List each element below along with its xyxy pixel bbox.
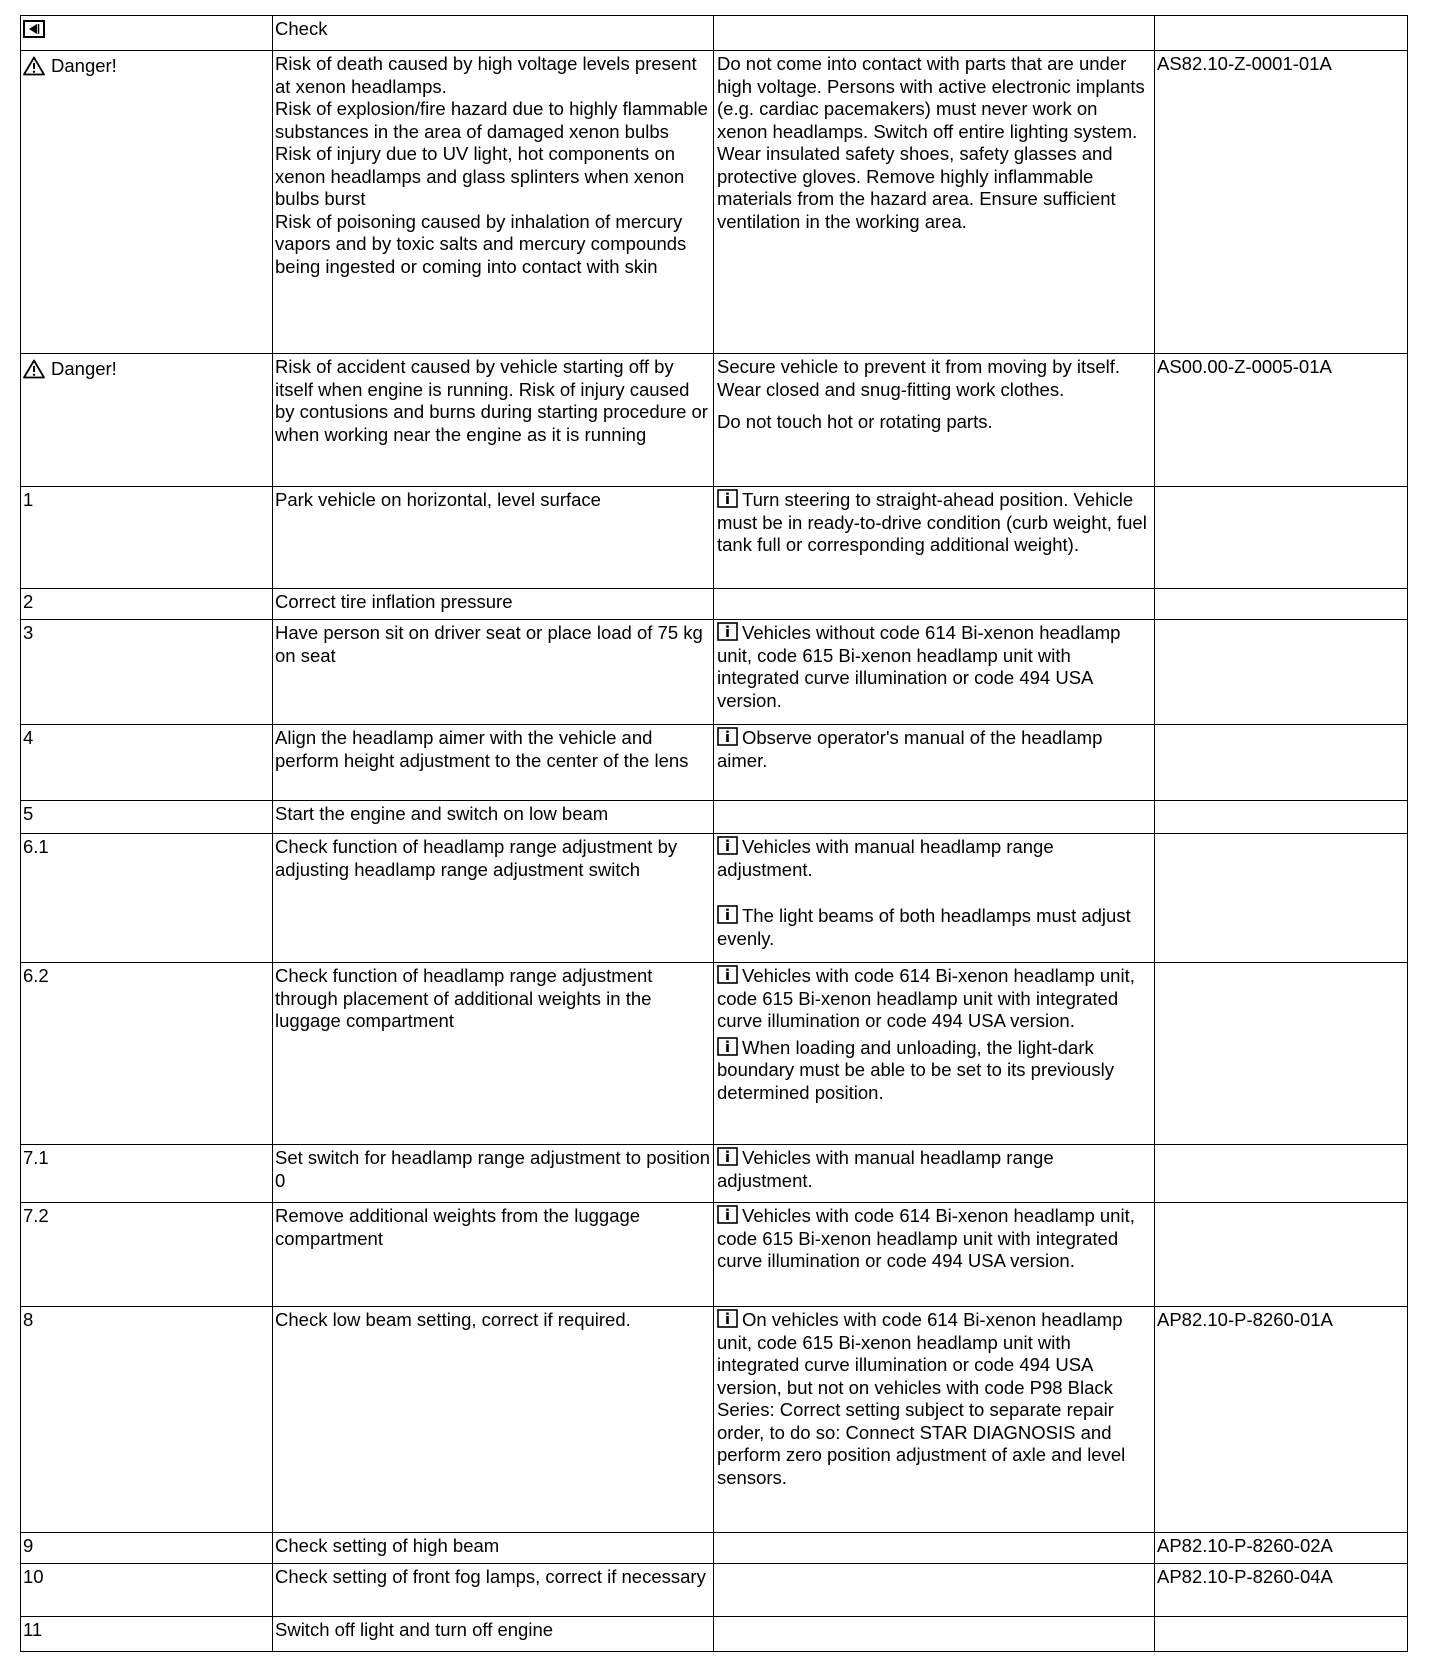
step-text: Remove additional weights from the luggage compartment [273, 1203, 714, 1307]
step-number: 10 [21, 1564, 273, 1617]
step-number: 1 [21, 487, 273, 589]
info-icon [717, 622, 738, 641]
step-number: 8 [21, 1307, 273, 1533]
note-text: Vehicles with manual headlamp range adjustment. [717, 836, 1054, 880]
step-row [21, 1203, 1408, 1307]
header-row [21, 16, 1408, 51]
step-row [21, 487, 1408, 589]
step-text: Check setting of front fog lamps, correct if necessary [273, 1564, 714, 1617]
info-icon [717, 905, 738, 924]
hazard-text: Risk of poisoning caused by inhalation of mercury vapors and by toxic salts and mercury compounds being ingested or coming into contact with skin [275, 210, 687, 277]
step-row [21, 620, 1408, 725]
step-row [21, 1145, 1408, 1203]
step-row [21, 1564, 1408, 1617]
step-text: Start the engine and switch on low beam [273, 801, 714, 834]
step-row [21, 1617, 1408, 1652]
reference-link[interactable]: AS00.00-Z-0005-01A [1155, 354, 1408, 487]
info-icon [717, 489, 738, 508]
step-row [21, 1307, 1408, 1533]
note-text: Vehicles with manual headlamp range adjustment. [717, 1147, 1054, 1191]
step-row [21, 1533, 1408, 1564]
step-number: 7.1 [21, 1145, 273, 1203]
reference-link[interactable]: AP82.10-P-8260-01A [1155, 1307, 1408, 1533]
info-icon [717, 727, 738, 746]
reference-link[interactable]: AP82.10-P-8260-02A [1155, 1533, 1408, 1564]
back-arrow-icon[interactable] [23, 20, 45, 38]
note-text: Vehicles without code 614 Bi-xenon headlamp unit, code 615 Bi-xenon headlamp unit with integrated curve illumination or code 494 USA version. [717, 622, 1121, 711]
header-icon-cell [21, 16, 273, 51]
step-number: 4 [21, 725, 273, 801]
warning-triangle-icon [23, 359, 45, 379]
note-text: Vehicles with code 614 Bi-xenon headlamp unit, code 615 Bi-xenon headlamp unit with integrated curve illumination or code 494 USA version. [717, 1205, 1135, 1271]
hazard-text: Risk of accident caused by vehicle starting off by itself when engine is running. Risk of injury caused by contusions and burns during starting procedure or when working near the engine as it is running [275, 356, 708, 445]
note-text: Observe operator's manual of the headlamp aimer. [717, 727, 1103, 771]
info-icon [717, 1037, 738, 1056]
info-icon [717, 1309, 738, 1328]
step-number: 2 [21, 589, 273, 620]
safety-measure-text: Do not touch hot or rotating parts. [717, 411, 993, 432]
danger-label: Danger! [51, 55, 117, 76]
step-number: 6.1 [21, 834, 273, 963]
step-number: 11 [21, 1617, 273, 1652]
step-text: Switch off light and turn off engine [273, 1617, 714, 1652]
note-text: Vehicles with code 614 Bi-xenon headlamp unit, code 615 Bi-xenon headlamp unit with integrated curve illumination or code 494 USA version. [717, 965, 1135, 1031]
danger-row [21, 51, 1408, 354]
hazard-text: Risk of explosion/fire hazard due to highly flammable substances in the area of damaged xenon bulbs [275, 98, 708, 142]
step-text: Have person sit on driver seat or place load of 75 kg on seat [273, 620, 714, 725]
hazard-text: Risk of injury due to UV light, hot components on xenon headlamps and glass splinters when xenon bulbs burst [275, 143, 685, 209]
reference-link[interactable]: AS82.10-Z-0001-01A [1155, 51, 1408, 354]
step-text: Check low beam setting, correct if required. [273, 1307, 714, 1533]
reference-cell [1155, 487, 1408, 589]
note-text: On vehicles with code 614 Bi-xenon headlamp unit, code 615 Bi-xenon headlamp unit with integrated curve illumination or code 494 USA version, but not on vehicles with code P98 Black Series: Correct setting subject to separate repair order, to do so: Connect STAR DIAGNOSIS and perform zero position adjustment of axle and level sensors. [717, 1309, 1126, 1488]
info-icon [717, 965, 738, 984]
step-text: Check setting of high beam [273, 1533, 714, 1564]
safety-measure-text: Do not come into contact with parts that are under high voltage. Persons with active electronic implants (e.g. cardiac pacemakers) must never work on xenon headlamps. Switch off entire lighting system. Wear insulated safety shoes, safety glasses and protective gloves. Remove highly inflammable materials from the hazard area. Ensure sufficient ventilation in the working area. [717, 53, 1145, 232]
note-text: The light beams of both headlamps must adjust evenly. [717, 905, 1131, 949]
procedure-table [20, 15, 1408, 1652]
step-text: Align the headlamp aimer with the vehicle and perform height adjustment to the center of the lens [273, 725, 714, 801]
header-empty-3 [714, 16, 1155, 51]
reference-link[interactable]: AP82.10-P-8260-04A [1155, 1564, 1408, 1617]
header-title: Check [273, 16, 714, 51]
hazard-text: Risk of death caused by high voltage levels present at xenon headlamps. [275, 53, 697, 97]
step-text: Correct tire inflation pressure [273, 589, 714, 620]
step-number: 9 [21, 1533, 273, 1564]
step-row [21, 801, 1408, 834]
note-text: When loading and unloading, the light-dark boundary must be able to be set to its previously determined position. [717, 1036, 1114, 1103]
note-text: Turn steering to straight-ahead position. Vehicle must be in ready-to-drive condition (curb weight, fuel tank full or corresponding additional weight). [717, 489, 1147, 555]
step-text: Park vehicle on horizontal, level surface [273, 487, 714, 589]
step-row [21, 589, 1408, 620]
step-row [21, 725, 1408, 801]
info-icon [717, 836, 738, 855]
step-text: Set switch for headlamp range adjustment to position 0 [273, 1145, 714, 1203]
step-text: Check function of headlamp range adjustment by adjusting headlamp range adjustment switch [273, 834, 714, 963]
safety-measure-text: Wear closed and snug-fitting work clothes. [717, 378, 1065, 400]
danger-label: Danger! [51, 358, 117, 379]
step-number: 5 [21, 801, 273, 834]
step-number: 7.2 [21, 1203, 273, 1307]
step-text: Check function of headlamp range adjustment through placement of additional weights in the luggage compartment [273, 963, 714, 1145]
warning-triangle-icon [23, 56, 45, 76]
step-number: 6.2 [21, 963, 273, 1145]
info-icon [717, 1205, 738, 1224]
safety-measure-text: Secure vehicle to prevent it from moving by itself. [717, 356, 1121, 377]
step-row [21, 963, 1408, 1145]
info-icon [717, 1147, 738, 1166]
step-number: 3 [21, 620, 273, 725]
header-empty-4 [1155, 16, 1408, 51]
danger-row [21, 354, 1408, 487]
step-row [21, 834, 1408, 963]
